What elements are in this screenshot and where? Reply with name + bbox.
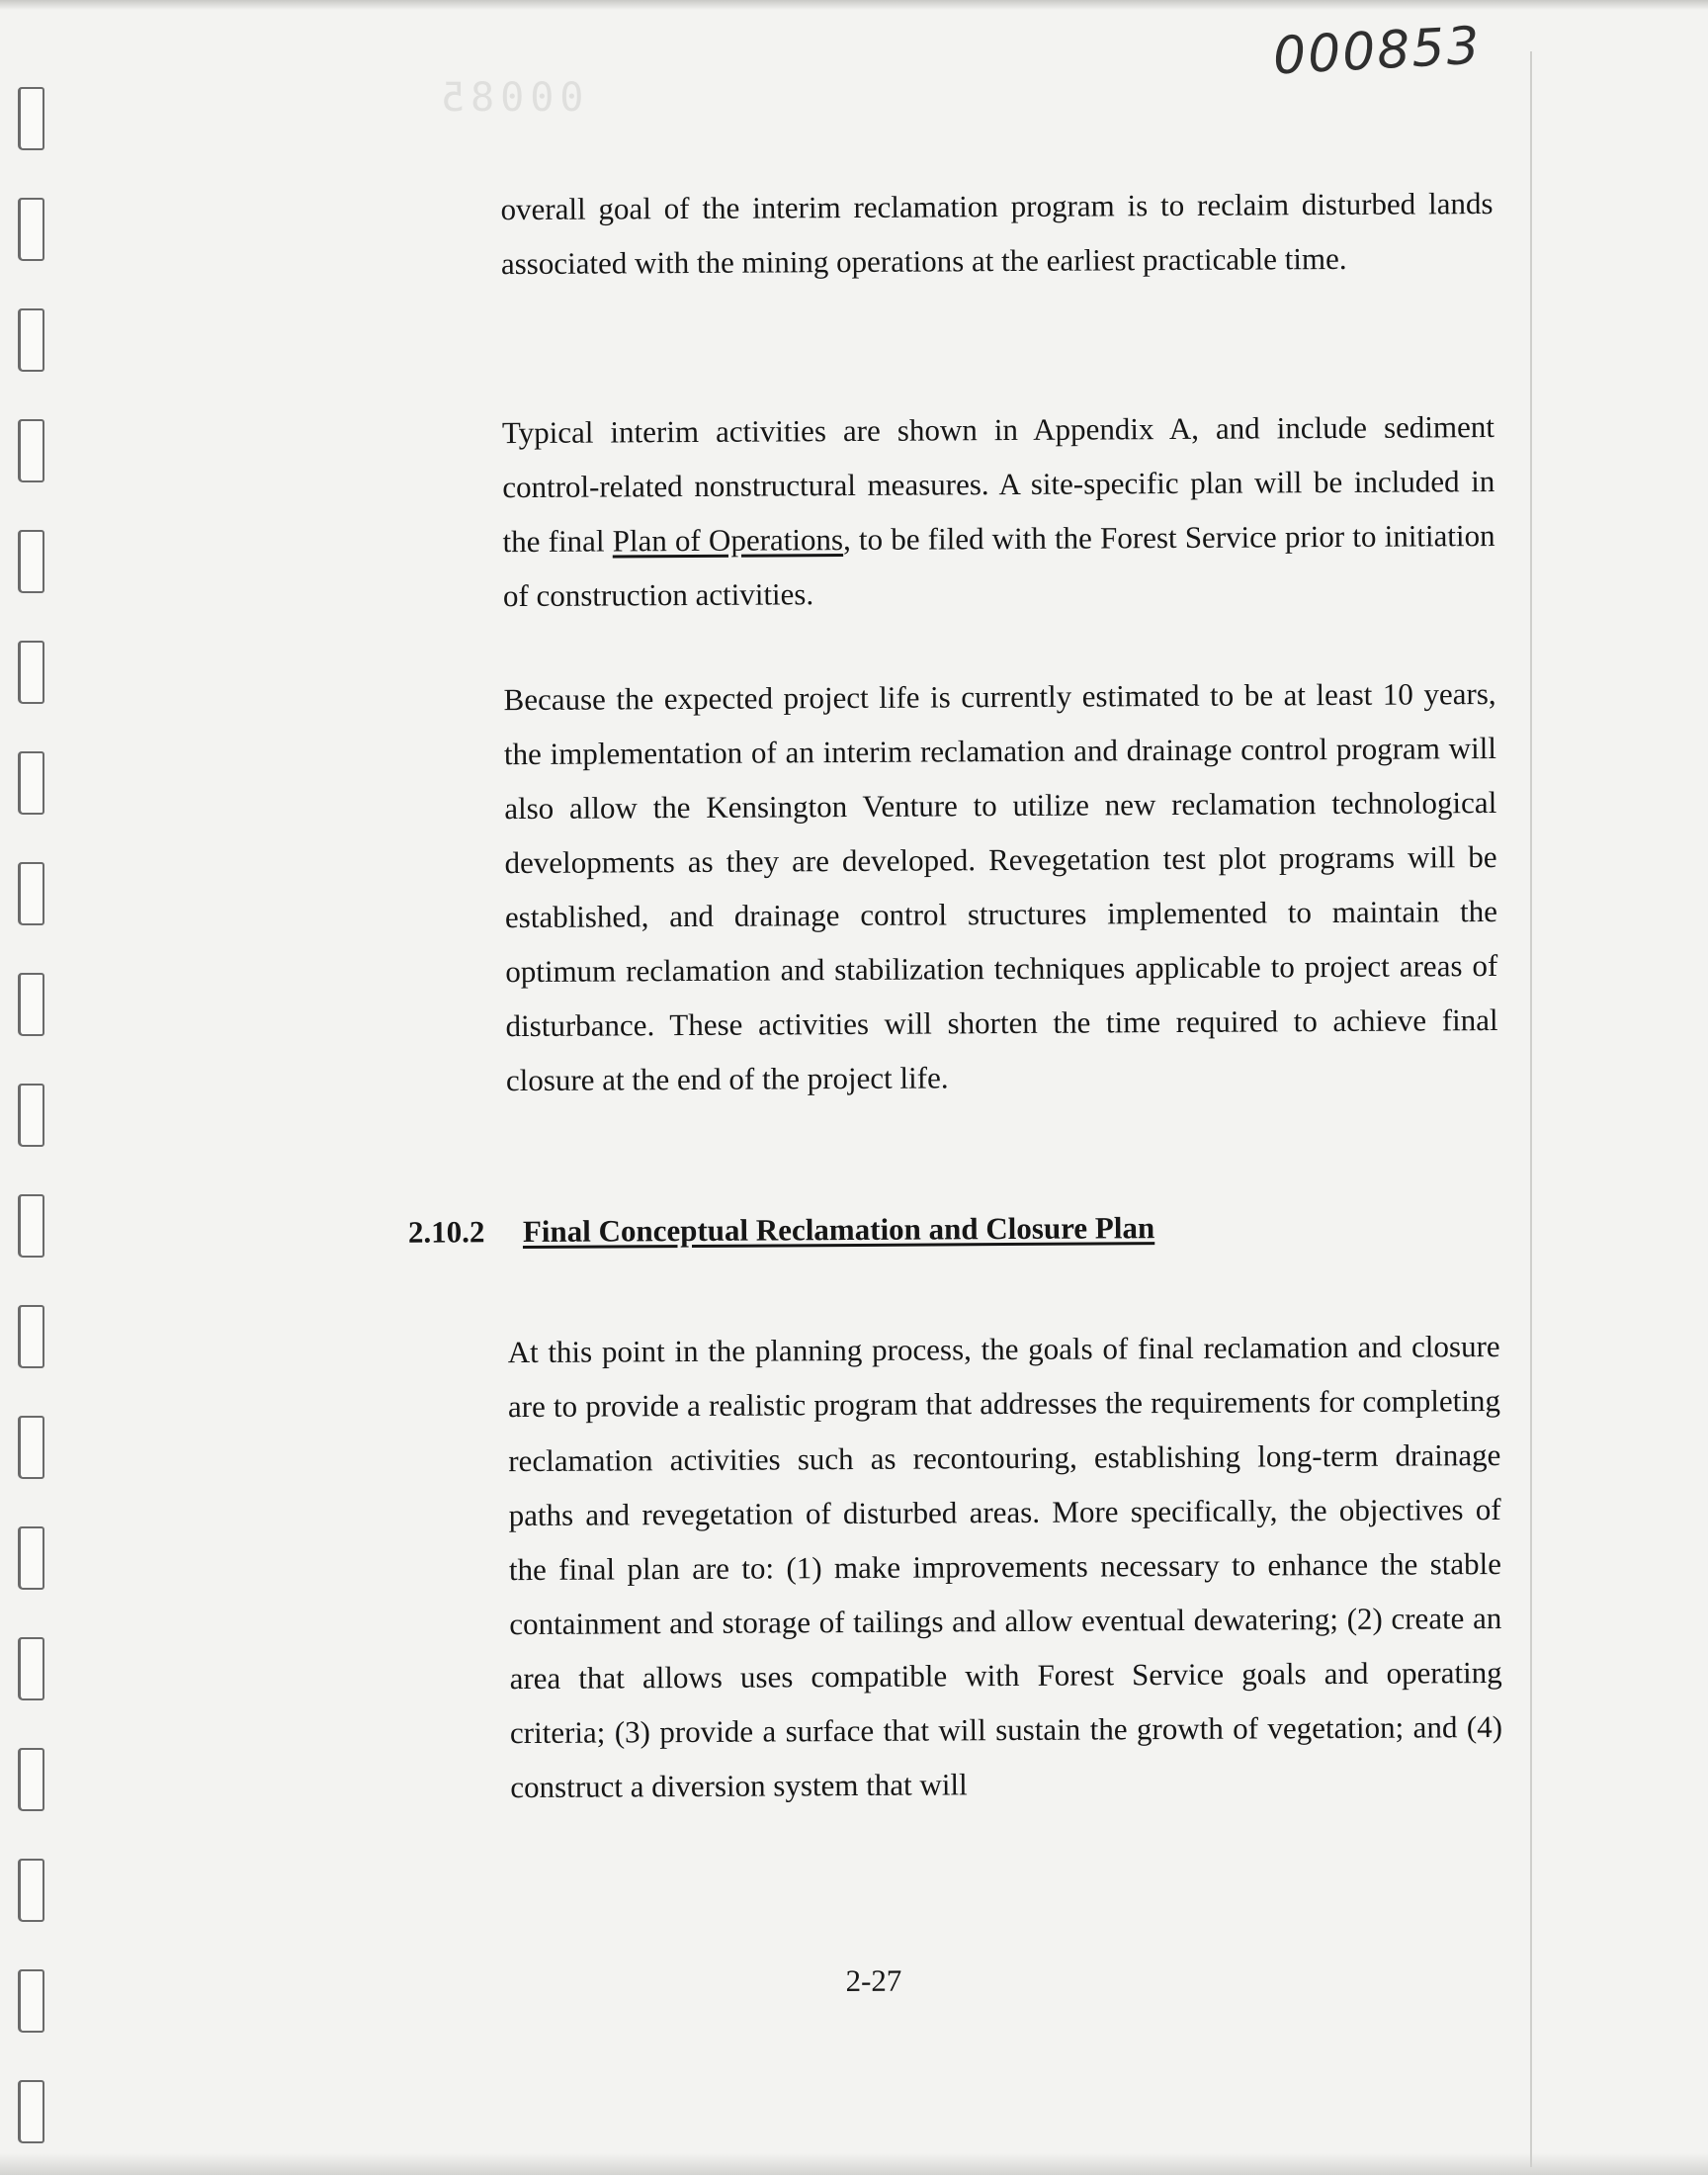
paragraph-final-reclamation-goals: At this point in the planning process, the goals of final reclamation and closure are to provide a realistic program that addresses the requirements for completing reclamation activities such as recontouring, establishing long-term drainage paths and revegetation of disturbed areas. More specifically, the objectives of the final plan are to: (1) make improvements necessary to enhance the stable containment and storage of tailings and allow eventual dewatering; (2) create an area that allows uses compatible with Forest Service goals and operating criteria; (3) provide a surface that will sustain the growth of vegetation; and (4) construct a diversion system that will — [507, 1328, 1503, 1805]
bleed-through-stamp: 00085 — [435, 75, 584, 121]
handwritten-document-number: 000853 — [1271, 16, 1483, 87]
paragraph-project-life: Because the expected project life is currently estimated to be at least 10 years, the implementation of an interim reclamation and drainage control program will also allow the Kensington Venture to utilize new reclamation technological developments as they are developed. Revegetation test plot programs will be established, and drainage control structures implemented to maintain the optimum reclamation and stabilization techniques applicable to project areas of disturbance. These activities will shorten the time required to achieve final closure at the end of the project life. — [503, 676, 1498, 1098]
section-number: 2.10.2 — [407, 1214, 485, 1250]
plan-of-operations-reference: Plan of Operations — [612, 522, 844, 559]
page-number: 2-27 — [845, 1962, 902, 1999]
paragraph-text: , to be filed with the Forest Service prior to initiation of construction activities. — [502, 518, 1495, 614]
section-heading: Final Conceptual Reclamation and Closure Plan — [522, 1210, 1155, 1250]
paragraph-interim-goal: overall goal of the interim reclamation program is to reclaim disturbed lands associated with the mining operations at the earliest practicable time. — [500, 186, 1494, 282]
paragraph-interim-activities — [502, 399, 1495, 623]
paragraph-text: Typical interim activities are shown in Appendix A, and include sediment control-related nonstructural measures. A site-specific plan will be included in the final — [501, 409, 1495, 560]
